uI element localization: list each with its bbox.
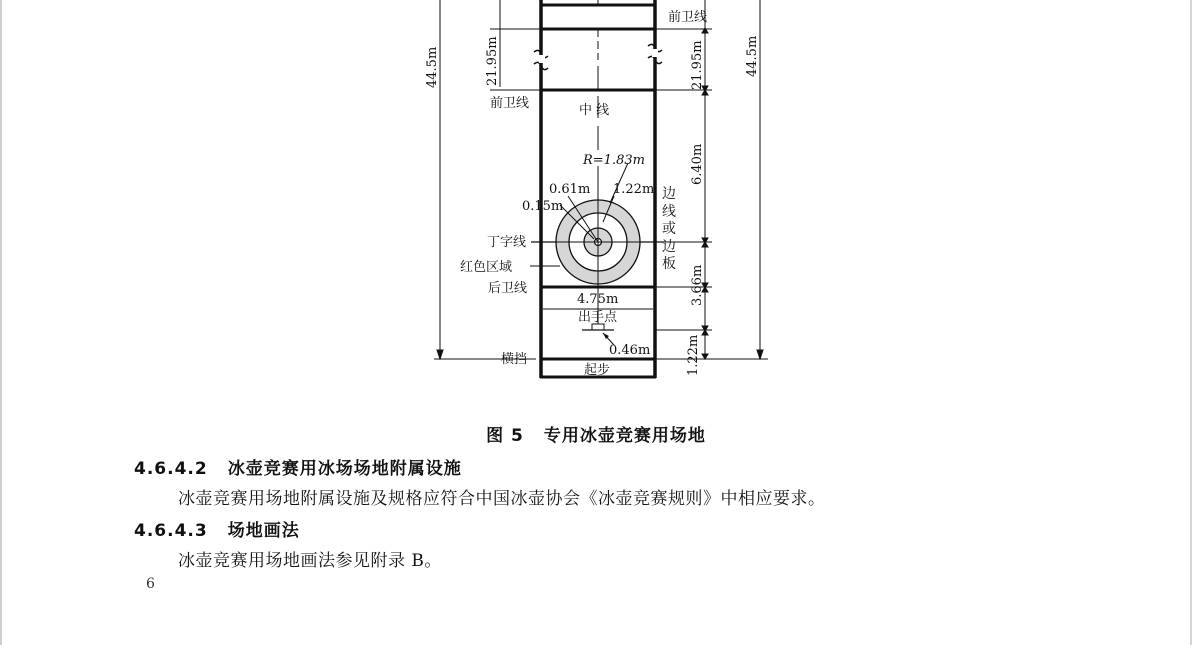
section-heading-4642 [134, 454, 462, 479]
hack-label: 起步 [584, 363, 611, 378]
figure-caption-title: 专用冰壶竞赛用场地 [543, 426, 706, 446]
front-line-label-right: 前卫线 [668, 10, 708, 25]
section-body-4643: 冰壶竞赛用场地画法参见附录 B。 [178, 551, 442, 571]
section-title: 场地画法 [227, 521, 300, 541]
sideline-char-5: 板 [662, 256, 676, 272]
dim-122-label: 1.22m [686, 334, 701, 376]
figure-caption-number: 图 5 [486, 426, 524, 446]
sideline-char-3: 或 [662, 221, 676, 237]
dim-2195-left-label: 21.95m [485, 36, 500, 86]
red-zone-label: 红色区域 [460, 260, 513, 275]
dim-445-right-label: 44.5m [745, 35, 760, 77]
width-475-label: 4.75m [577, 292, 619, 307]
section-body-4642: 冰壶竞赛用场地附属设施及规格应符合中国冰壶协会《冰壶竞赛规则》中相应要求。 [178, 489, 826, 509]
radius-015-label: 0.15m [522, 199, 564, 214]
center-line-label: 中 线 [579, 103, 610, 118]
figure-caption [0, 421, 1192, 446]
dim-445-left-label: 44.5m [425, 46, 440, 88]
radius-061-label: 0.61m [549, 182, 591, 197]
radius-label: R=1.83m [583, 153, 645, 168]
dim-046-label: 0.46m [609, 343, 651, 358]
section-number: 4.6.4.3 [134, 521, 208, 541]
tee-line-label: 丁字线 [487, 235, 527, 250]
hack-point-label: 出手点 [578, 310, 618, 325]
page-number: 6 [146, 576, 155, 592]
front-line-label-left: 前卫线 [490, 96, 530, 111]
sideline-char-2: 线 [662, 204, 676, 220]
section-heading-4643 [134, 516, 300, 541]
section-title: 冰壶竞赛用冰场场地附属设施 [227, 459, 462, 479]
hack-point-marker [582, 324, 614, 345]
crossbar-label: 横挡 [501, 352, 528, 367]
back-line-label: 后卫线 [488, 281, 528, 296]
radius-122-label: 1.22m [613, 182, 655, 197]
dim-2195-right-label: 21.95m [690, 40, 705, 90]
sideline-char-1: 边 [662, 186, 676, 202]
section-number: 4.6.4.2 [134, 459, 208, 479]
sideline-char-4: 边 [662, 239, 676, 255]
dim-366-label: 3.66m [690, 264, 705, 306]
dim-640-label: 6.40m [690, 143, 705, 185]
